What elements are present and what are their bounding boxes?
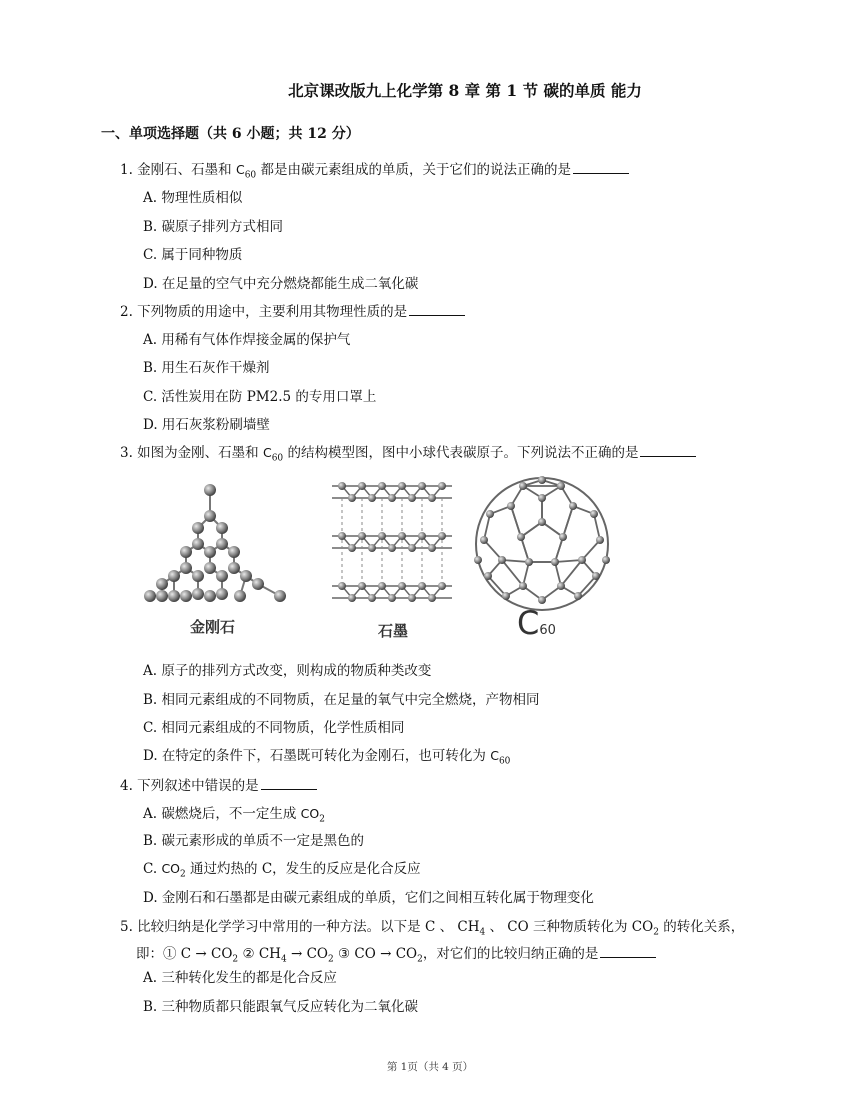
graphite-structure-figure	[322, 476, 462, 616]
q1-option-a: A. 物理性质相似	[143, 190, 243, 206]
answer-blank[interactable]	[261, 777, 317, 790]
q1-option-b: B. 碳原子排列方式相同	[143, 219, 284, 235]
q3-option-a: A. 原子的排列方式改变，则构成的物质种类改变	[143, 663, 432, 679]
q4-option-b: B. 碳元素形成的单质不一定是黑色的	[143, 833, 365, 849]
question-4-stem: 4. 下列叙述中错误的是	[120, 774, 317, 794]
page-title: 北京课改版九上化学第 8 章 第 1 节 碳的单质 能力	[288, 81, 642, 100]
q2-option-c: C. 活性炭用在防 PM2.5 的专用口罩上	[143, 389, 377, 405]
page-footer: 第 1页（共 4 页）	[386, 1061, 474, 1073]
section-heading: 一、单项选择题（共 6 小题；共 12 分）	[101, 126, 360, 142]
c60-label: C60	[517, 604, 556, 642]
q4-option-d: D. 金刚石和石墨都是由碳元素组成的单质，它们之间相互转化属于物理变化	[143, 890, 594, 906]
answer-blank[interactable]	[600, 945, 656, 958]
answer-blank[interactable]	[573, 161, 629, 174]
q1-option-c: C. 属于同种物质	[143, 247, 243, 263]
diamond-label: 金刚石	[190, 618, 236, 636]
q3-option-d: D. 在特定的条件下，石墨既可转化为金刚石，也可转化为 $C_{60}$	[143, 748, 511, 767]
question-1-stem: 1. 金刚石、石墨和 $C_{60}$ 都是由碳元素组成的单质，关于它们的说法正确的是	[120, 158, 629, 181]
c60-structure-figure	[466, 470, 618, 618]
q4-option-a: A. 碳燃烧后，不一定生成 $CO_2$	[143, 806, 325, 825]
diamond-structure-figure	[140, 478, 300, 613]
q2-option-a: A. 用稀有气体作焊接金属的保护气	[143, 332, 351, 348]
q5-option-a: A. 三种转化发生的都是化合反应	[143, 970, 337, 986]
q2-option-d: D. 用石灰浆粉刷墙壁	[143, 417, 270, 433]
question-3-stem: 3. 如图为金刚、石墨和 $C_{60}$ 的结构模型图，图中小球代表碳原子。下列说法不正确的是	[120, 441, 696, 464]
q3-option-c: C. 相同元素组成的不同物质，化学性质相同	[143, 720, 405, 736]
q4-option-c: C. $CO_2$ 通过灼热的 C，发生的反应是化合反应	[143, 861, 421, 880]
answer-blank[interactable]	[640, 444, 696, 457]
q2-option-b: B. 用生石灰作干燥剂	[143, 360, 270, 376]
question-5-stem-line-1: 5. 比较归纳是化学学习中常用的一种方法。以下是 C 、 $CH_4$ 、 CO 三种物质转化为 $CO_2$ 的转化关系，	[120, 919, 745, 938]
question-5-stem-line-2: 即：① $C \to CO_2$ ② $CH_4 \to CO_2$ ③ CO → $CO_2$，对它们的比较归纳正确的是	[136, 942, 656, 965]
graphite-label: 石墨	[378, 622, 409, 640]
question-2-stem: 2. 下列物质的用途中，主要利用其物理性质的是	[120, 300, 465, 320]
q1-option-d: D. 在足量的空气中充分燃烧都能生成二氧化碳	[143, 276, 419, 292]
answer-blank[interactable]	[409, 303, 465, 316]
q5-option-b: B. 三种物质都只能跟氧气反应转化为二氧化碳	[143, 999, 419, 1015]
q3-option-b: B. 相同元素组成的不同物质，在足量的氧气中完全燃烧，产物相同	[143, 692, 540, 708]
